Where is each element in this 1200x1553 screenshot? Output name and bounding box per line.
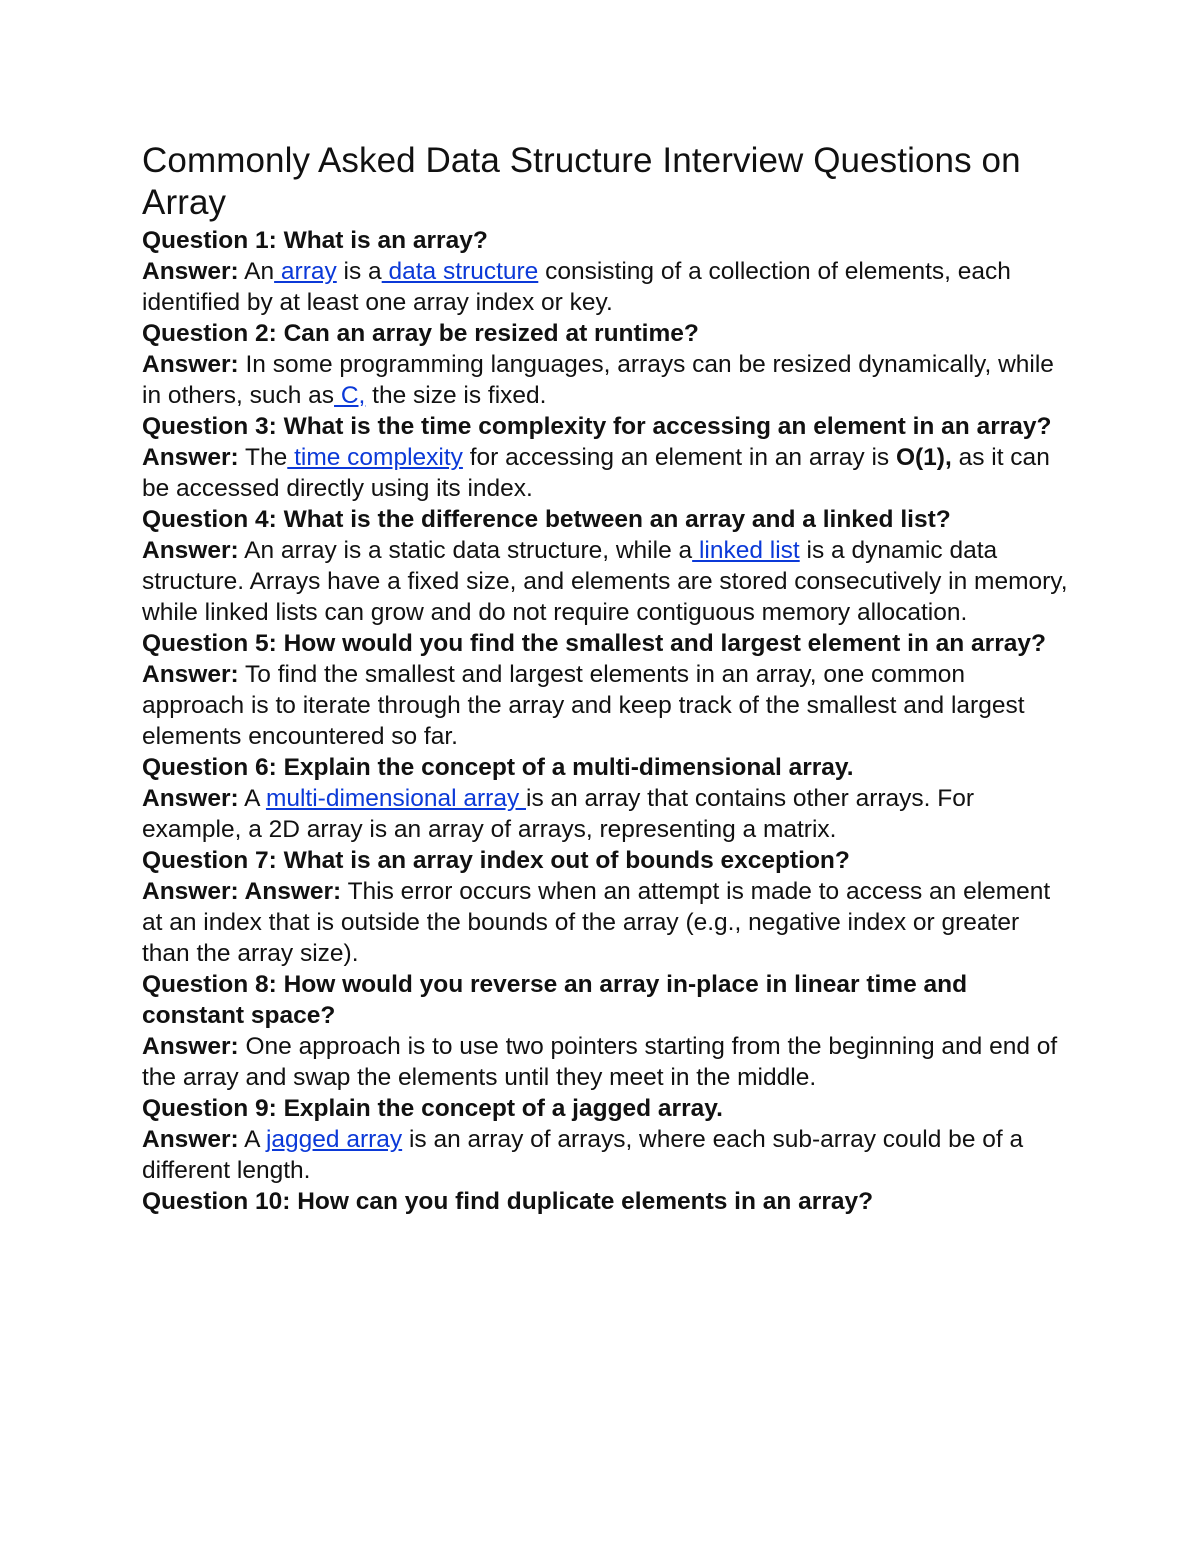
answer-text: In some programming languages, arrays can be resized dynamically, while in others, such as [142,351,1054,409]
question-10: Question 10: How can you find duplicate elements in an array? [142,1188,874,1215]
question-1: Question 1: What is an array? [142,227,488,254]
answer-label: Answer: [142,785,239,812]
big-o-notation: O(1), [895,444,952,471]
question-3: Question 3: What is the time complexity for accessing an element in an array? [142,413,1052,440]
answer-text: An array is a static data structure, while a [238,537,693,564]
answer-4 [142,535,1072,628]
answer-6 [142,783,1072,845]
answer-1 [142,256,1072,318]
link-array[interactable]: array [274,258,337,285]
answer-9 [142,1124,1072,1186]
answer-text: One approach is to use two pointers starting from the beginning and end of the array and swap the elements until they meet in the middle. [142,1033,1058,1091]
answer-8 [142,1031,1072,1093]
document-page [142,140,1072,1217]
question-2: Question 2: Can an array be resized at runtime? [142,320,699,347]
answer-text: is a [336,258,382,285]
link-jagged-array[interactable]: jagged array [265,1126,403,1153]
question-6: Question 6: Explain the concept of a multi-dimensional array. [142,754,854,781]
answer-label: Answer: [142,537,239,564]
answer-label: Answer: [142,444,239,471]
answer-3 [142,442,1072,504]
question-9: Question 9: Explain the concept of a jagged array. [142,1095,723,1122]
answer-text: is an array of arrays, where each sub-array could be of a different length. [142,1126,1024,1184]
answer-2 [142,349,1072,411]
answer-label: Answer: Answer: [142,878,342,905]
answer-label: Answer: [142,1126,239,1153]
link-data-structure[interactable]: data structure [381,258,539,285]
answer-label: Answer: [142,258,239,285]
answer-text: is an array that contains other arrays. For example, a 2D array is an array of arrays, representing a matrix. [142,785,974,843]
answer-5 [142,659,1072,752]
link-multi-dimensional-array[interactable]: multi-dimensional array [265,785,526,812]
qa-list [142,225,1072,1217]
answer-text: consisting of a collection of elements, each identified by at least one array index or key. [142,258,1011,316]
question-7: Question 7: What is an array index out of bounds exception? [142,847,850,874]
document-title: Commonly Asked Data Structure Interview Questions on Array [142,141,1021,222]
question-4: Question 4: What is the difference between an array and a linked list? [142,506,951,533]
answer-label: Answer: [142,351,239,378]
answer-label: Answer: [142,661,239,688]
answer-text: A [238,1126,266,1153]
answer-text: the size is fixed. [365,382,547,409]
answer-text: The [238,444,288,471]
answer-text: A [238,785,266,812]
answer-text: for accessing an element in an array is [462,444,896,471]
answer-7 [142,876,1072,969]
question-8: Question 8: How would you reverse an array in-place in linear time and constant space? [142,971,968,1029]
link-time-complexity[interactable]: time complexity [287,444,463,471]
link-c[interactable]: C, [334,382,366,409]
answer-text: is a dynamic data structure. Arrays have a fixed size, and elements are stored consecutively in memory, while linked lists can grow and do not require contiguous memory allocation. [142,537,1068,626]
answer-text: An [238,258,275,285]
link-linked-list[interactable]: linked list [692,537,800,564]
question-5: Question 5: How would you find the smallest and largest element in an array? [142,630,1046,657]
answer-text: This error occurs when an attempt is made to access an element at an index that is outside the bounds of the array (e.g., negative index or greater than the array size). [142,878,1051,967]
answer-text: To find the smallest and largest elements in an array, one common approach is to iterate through the array and keep track of the smallest and largest elements encountered so far. [142,661,1025,750]
answer-label: Answer: [142,1033,239,1060]
answer-text: as it can be accessed directly using its index. [142,444,1050,502]
